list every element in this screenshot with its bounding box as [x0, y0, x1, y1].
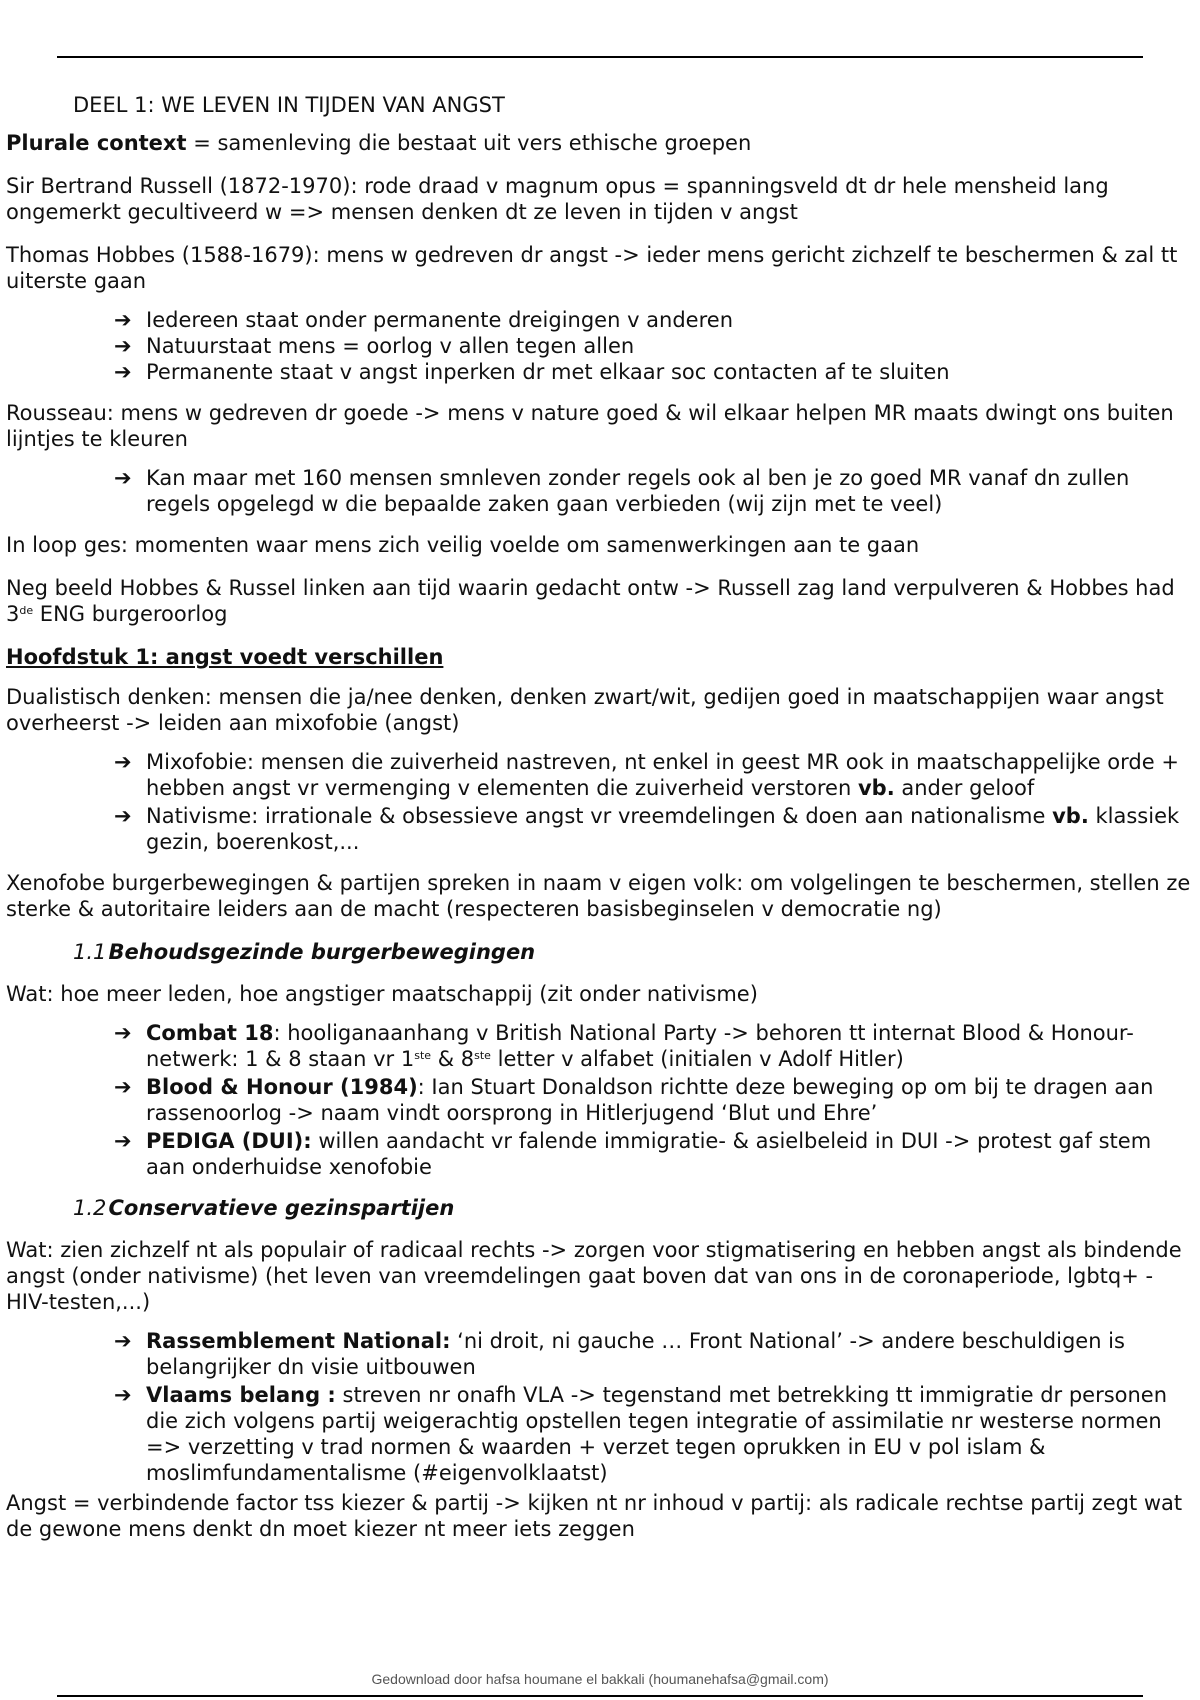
list-item-text: Mixofobie: mensen die zuiverheid nastreven, nt enkel in geest MR ook in maatschappelijke orde + hebben angst vr vermenging v elementen die zuiverheid verstoren [146, 750, 1179, 800]
section-title: Behoudsgezinde burgerbewegingen [108, 940, 536, 964]
term-combat-18: Combat 18 [146, 1021, 274, 1045]
arrow-right-icon: ➔ [114, 1383, 132, 1407]
list-item-text: ‘ni droit, ni gauche … Front National’ -> andere beschuldigen is belangrijker dn visie uitbouwen [146, 1329, 1125, 1379]
section-1-2-bullet-list [6, 1328, 1196, 1486]
arrow-right-icon: ➔ [114, 308, 132, 332]
section-number: 1.2 [73, 1196, 107, 1220]
example-marker: vb. [857, 776, 895, 800]
paragraph-xenofobe: Xenofobe burgerbewegingen & partijen spreken in naam v eigen volk: om volgelingen te beschermen, stellen ze sterke & autoritaire leiders aan de macht (respecteren basisbeginselen v democratie ng) [6, 871, 1191, 921]
hobbes-bullet-list [6, 307, 1196, 385]
term-rassemblement-national: Rassemblement National: [146, 1329, 451, 1353]
text-plurale-definition: = samenleving die bestaat uit vers ethische groepen [186, 131, 752, 155]
list-item-text: Kan maar met 160 mensen smnleven zonder regels ook al ben je zo goed MR vanaf dn zullen regels opgelegd w die bepaalde zaken gaan verbieden (wij zijn met te veel) [146, 466, 1130, 516]
term-pediga: PEDIGA (DUI): [146, 1129, 312, 1153]
list-item-text: Iedereen staat onder permanente dreigingen v anderen [146, 308, 734, 332]
section-number: 1.1 [73, 940, 107, 964]
paragraph-dualistisch: Dualistisch denken: mensen die ja/nee denken, denken zwart/wit, gedijen goed in maatschappijen waar angst overheerst -> leiden aan mixofobie (angst) [6, 685, 1164, 735]
part-title: DEEL 1: WE LEVEN IN TIJDEN VAN ANGST [73, 93, 505, 117]
list-item [114, 465, 1196, 517]
list-item [114, 307, 1196, 333]
superscript: ste [474, 1049, 491, 1062]
list-item-text: & 8 [431, 1047, 475, 1071]
paragraph-wat-2: Wat: zien zichzelf nt als populair of radicaal rechts -> zorgen voor stigmatisering en hebben angst als bindende angst (onder nativisme) (het leven van vreemdelingen gaat boven dat van ons in de coronaperiode, lgbtq+ - HIV-testen,...) [6, 1238, 1182, 1314]
document-body [6, 92, 1196, 1559]
list-item [114, 1328, 1196, 1380]
arrow-right-icon: ➔ [114, 1021, 132, 1045]
superscript: de [19, 604, 34, 617]
text-neg-beeld: Neg beeld Hobbes & Russel linken aan tijd waarin gedacht ontw -> Russell zag land verpulveren & Hobbes had 3 [6, 576, 1175, 626]
arrow-right-icon: ➔ [114, 1075, 132, 1099]
list-item [114, 803, 1196, 855]
arrow-right-icon: ➔ [114, 750, 132, 774]
example-marker: vb. [1052, 804, 1089, 828]
arrow-right-icon: ➔ [114, 804, 132, 828]
arrow-right-icon: ➔ [114, 360, 132, 384]
download-footer: Gedownload door hafsa houmane el bakkali (houmanehafsa@gmail.com) [371, 1671, 829, 1687]
paragraph-wat-1: Wat: hoe meer leden, hoe angstiger maatschappij (zit onder nativisme) [6, 982, 758, 1006]
paragraph-rousseau: Rousseau: mens w gedreven dr goede -> mens v nature goed & wil elkaar helpen MR maats dwingt ons buiten lijntjes te kleuren [6, 401, 1174, 451]
arrow-right-icon: ➔ [114, 1329, 132, 1353]
term-vlaams-belang: Vlaams belang : [146, 1383, 336, 1407]
bottom-rule [57, 1695, 1143, 1697]
superscript: ste [414, 1049, 432, 1062]
section-heading-1-2 [6, 1195, 1196, 1221]
list-item-text: : hooliganaanhang v British National Party -> behoren tt internat Blood & Honour-netwerk: 1 & 8 staan vr 1 [146, 1021, 1134, 1071]
section-heading-1-1 [6, 939, 1196, 965]
paragraph-hobbes: Thomas Hobbes (1588-1679): mens w gedreven dr angst -> ieder mens gericht zichzelf te beschermen & zal tt uiterste gaan [6, 243, 1178, 293]
paragraph-russell: Sir Bertrand Russell (1872-1970): rode draad v magnum opus = spanningsveld dt dr hele mensheid lang ongemerkt gecultiveerd w => mensen denken dt ze leven in tijden v angst [6, 174, 1109, 224]
arrow-right-icon: ➔ [114, 334, 132, 358]
list-item [114, 359, 1196, 385]
term-blood-honour: Blood & Honour (1984) [146, 1075, 418, 1099]
list-item-text: streven nr onafh VLA -> tegenstand met betrekking tt immigratie dr personen die zich volgens partij weigerachtig opstellen tegen integratie of assimilatie nr westerse normen => verzetting v trad normen & waarden + verzet tegen oprukken in EU v pol islam & moslimfundamentalisme (#eigenvolklaatst) [146, 1383, 1168, 1485]
arrow-right-icon: ➔ [114, 1129, 132, 1153]
paragraph-neg-beeld [6, 575, 1196, 627]
section-title: Conservatieve gezinspartijen [108, 1196, 455, 1220]
paragraph-plurale [6, 130, 1196, 156]
paragraph-angst: Angst = verbindende factor tss kiezer & partij -> kijken nt nr inhoud v partij: als radicale rechtse partij zegt wat de gewone mens denkt dn moet kiezer nt meer iets zeggen [6, 1491, 1183, 1541]
list-item-text-tail: ander geloof [894, 776, 1035, 800]
top-rule [57, 56, 1143, 58]
text-neg-beeld-tail: ENG burgeroorlog [33, 602, 228, 626]
paragraph-loop: In loop ges: momenten waar mens zich veilig voelde om samenwerkingen aan te gaan [6, 533, 920, 557]
term-plurale-context: Plurale context [6, 131, 187, 155]
list-item [114, 1382, 1196, 1486]
list-item-text: : Ian Stuart Donaldson richtte deze beweging op om bij te dragen aan rassenoorlog -> naam vindt oorsprong in Hitlerjugend ‘Blut und Ehre’ [146, 1075, 1154, 1125]
list-item-text: Permanente staat v angst inperken dr met elkaar soc contacten af te sluiten [146, 360, 950, 384]
list-item [114, 749, 1196, 801]
arrow-right-icon: ➔ [114, 466, 132, 490]
list-item-text: willen aandacht vr falende immigratie- & asielbeleid in DUI -> protest gaf stem aan onderhuidse xenofobie [146, 1129, 1152, 1179]
list-item [114, 1128, 1196, 1180]
list-item-text: Natuurstaat mens = oorlog v allen tegen allen [146, 334, 635, 358]
list-item [114, 1074, 1196, 1126]
list-item-text-tail: letter v alfabet (initialen v Adolf Hitler) [490, 1047, 904, 1071]
section-1-1-bullet-list [6, 1020, 1196, 1180]
chapter-heading: Hoofdstuk 1: angst voedt verschillen [6, 645, 444, 669]
dualistisch-bullet-list [6, 749, 1196, 855]
list-item-text-tail: klassiek gezin, boerenkost,... [146, 804, 1180, 854]
list-item-text: Nativisme: irrationale & obsessieve angst vr vreemdelingen & doen aan nationalisme [146, 804, 1053, 828]
rousseau-bullet-list [6, 465, 1196, 517]
list-item [114, 333, 1196, 359]
list-item [114, 1020, 1196, 1072]
